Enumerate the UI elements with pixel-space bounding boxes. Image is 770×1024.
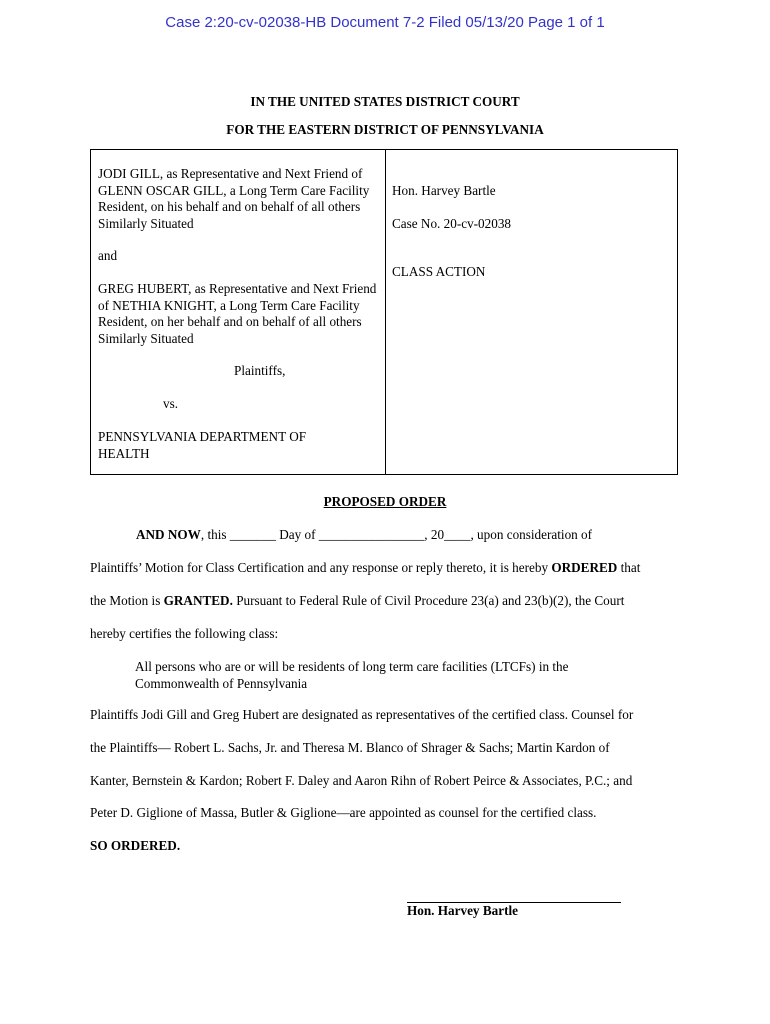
order-line-5: Plaintiffs Jodi Gill and Greg Hubert are designated as representatives of the certified class. Counsel for [90,707,634,722]
and-now-text: AND NOW [136,527,201,542]
so-ordered: SO ORDERED. [90,838,181,853]
filing-header-stamp: Case 2:20-cv-02038-HB Document 7-2 Filed 05/13/20 Page 1 of 1 [165,14,605,31]
order-line-2 [90,560,675,576]
class-action-label: CLASS ACTION [392,264,486,279]
order-line-2-b: that [617,560,641,575]
order-line-3 [90,593,675,609]
court-name-line1: IN THE UNITED STATES DISTRICT COURT [250,94,520,109]
and-text: and [98,248,118,263]
order-title: PROPOSED ORDER [323,494,447,509]
class-definition: All persons who are or will be residents of long term care facilities (LTCFs) in the Commonwealth of Pennsylvania [135,659,569,691]
case-number: Case No. 20-cv-02038 [392,216,512,231]
judge-name: Hon. Harvey Bartle [392,183,496,198]
granted-text: GRANTED. [163,593,233,608]
order-line-1 [136,527,721,543]
order-line-2-a: Plaintiffs’ Motion for Class Certification and any response or reply thereto, it is hereby [90,560,552,575]
order-line-1-rest: , this _______ Day of ________________, 20____, upon consideration of [200,527,593,542]
case-caption-box [90,149,678,475]
defendant-text: PENNSYLVANIA DEPARTMENT OF HEALTH [98,429,307,461]
order-line-6: the Plaintiffs— Robert L. Sachs, Jr. and Theresa M. Blanco of Shrager & Sachs; Martin Kardon of [90,740,610,755]
court-name-line2: FOR THE EASTERN DISTRICT OF PENNSYLVANIA [226,122,544,137]
plaintiff-1-text: JODI GILL, as Representative and Next Friend of GLENN OSCAR GILL, a Long Term Care Facility Resident, on his behalf and on behalf of all others Similarly Situated [98,166,370,231]
order-line-3-a: the Motion is [90,593,164,608]
caption-divider [385,150,386,474]
order-line-4: hereby certifies the following class: [90,626,279,641]
order-line-3-b: Pursuant to Federal Rule of Civil Procedure 23(a) and 23(b)(2), the Court [232,593,625,608]
order-line-8: Peter D. Giglione of Massa, Butler & Giglione—are appointed as counsel for the certified class. [90,805,597,820]
order-line-7: Kanter, Bernstein & Kardon; Robert F. Daley and Aaron Rihn of Robert Peirce & Associates, P.C.; and [90,773,633,788]
plaintiff-2-text: GREG HUBERT, as Representative and Next Friend of NETHIA KNIGHT, a Long Term Care Facility Resident, on her behalf and on behalf of all others Similarly Situated [98,281,377,346]
versus-text: vs. [163,396,179,411]
ordered-text: ORDERED [551,560,618,575]
plaintiffs-label: Plaintiffs, [234,363,286,378]
signature-name: Hon. Harvey Bartle [407,903,518,918]
